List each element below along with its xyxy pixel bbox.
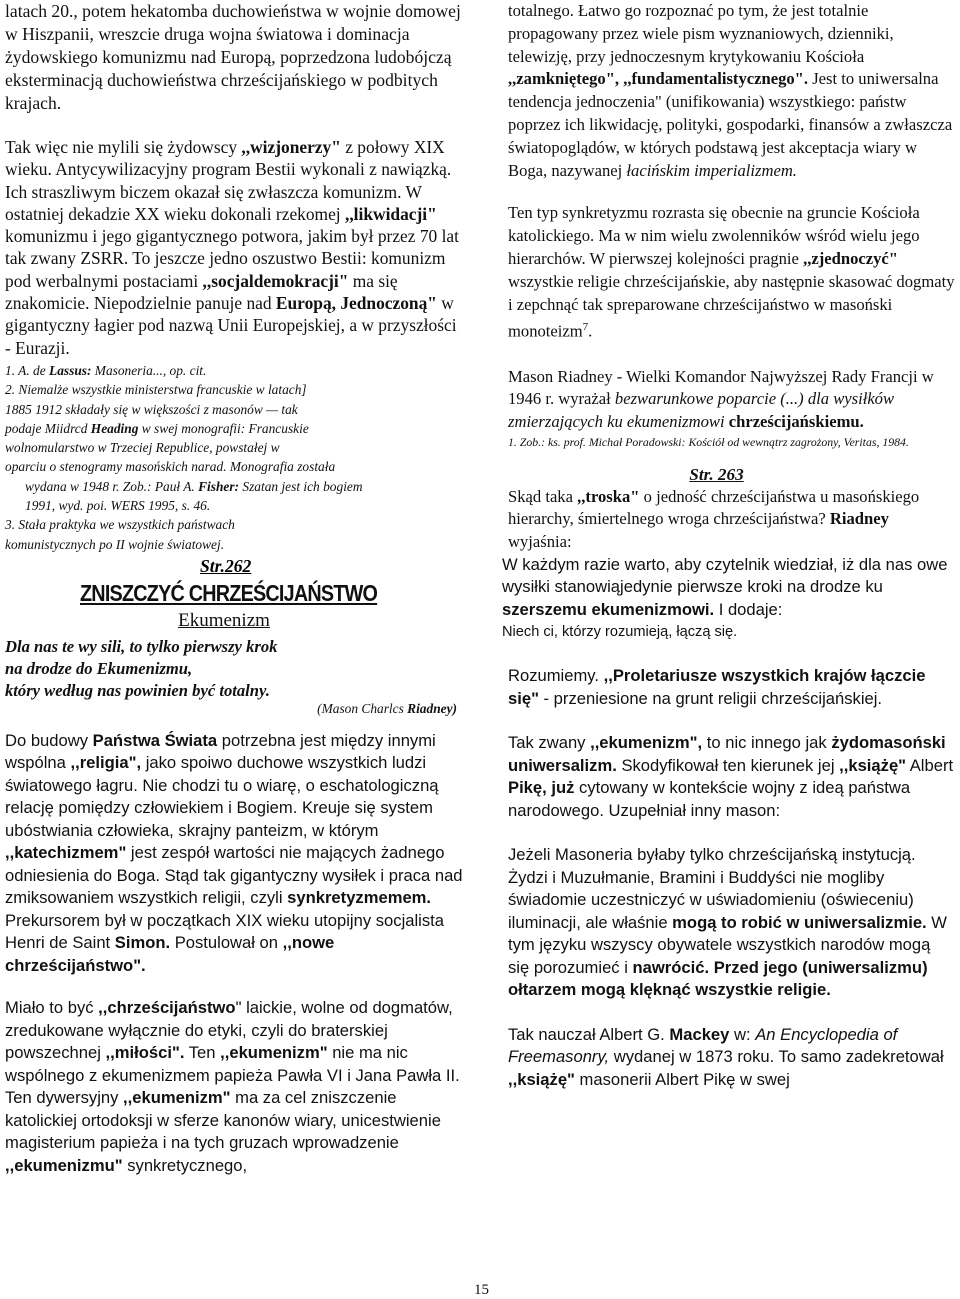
paragraph-masoneria: Jeżeli Masoneria byłaby tylko chrześcijańską instytucją. Żydzi i Muzułmanie, Bramini i Buddyści nie mogliby świadomie uczestniczyć w uświadomieniu (oświeceniu) iluminacji, ale właśnie mogą to robić w uniwersalizmie. W tym języku wszyscy obywatele wszystkich narodów mogą się porozumieć i nawrócić. Przed jego (uniwersalizmu) ołtarzem mogą klęknąć wszystkie religie. [508,845,947,1000]
quote-line: Niech ci, którzy rozumieją, łączą się. [502,624,738,641]
page-ref-262: Str.262 [200,555,252,576]
paragraph-riadney: Mason Riadney - Wielki Komandor Najwyższej Rady Francji w 1946 r. wyrażał bezwarunkowe poparcie (...) dla wysiłków zmierzających ku ekumenizmowi chrześcijańskiemu. [508,366,934,432]
paragraph-ekumenizm: Miało to być ,,chrześcijaństwo" laickie, wolne od dogmatów, zredukowane wyłącznie do etyki, czyli do braterskiej powszechnej ,,miłości". Ten ,,ekumenizm" nie ma nic wspólnego z ekumenizmem papieża Pawła VI i Jana Pawła II. Ten dywersyjny ,,ekumenizm" ma za cel zniszczenie katolickiej ortodoksji w sferze kanonów wiary, unicestwienie magisterium papieża i na tych gruzach wprowadzenie ,,ekumenizmu" synkretycznego, [5,998,460,1175]
paragraph-totalnego: totalnego. Łatwo go rozpoznać po tym, że jest totalnie propagowany przez wiele pism wyznaniowych, dzienniki, telewizję, przy jednoczesnym krytykowaniu Kościoła ,,zamkniętego", ,,fundamentalistycznego". Jest to uniwersalna tendencja jednoczenia" (unifikowania) wszystkiego: państw poprzez ich likwidację, polityki, gospodarki, finansów a zwłaszcza światopoglądów, w których podstawą jest akceptacja wiary w Boga, nazywanej łacińskim imperializmem. [508,1,953,180]
paragraph-troska: Skąd taka ,,troska" o jedność chrześcijaństwa u masońskiego hierarchy, śmiertelnego wroga chrześcijaństwa? Riadney wyjaśnia: [508,486,920,552]
right-column [502,0,955,1091]
motto-author: (Mason Charlcs Riadney) [317,700,457,716]
motto: Dla nas te wy sili, to tylko pierwszy krok na drodze do Ekumenizmu, który według nas powinien być totalny. (Mason Charlcs Riadney) [5,636,463,718]
footnote-1: 1. A. de Lassus: Masoneria..., op. cit. [5,362,207,378]
paragraph-wizjonerzy: Tak więc nie mylili się żydowscy ,,wizjonerzy" z połowy XIX wieku. Antycywilizacyjny program Bestii wykonali z nawiązką. Ich straszliwym biczem okazał się zwłaszcza komunizm. W ostatniej dekadzie XX wieku dokonali rzekomej ,,likwidacji" komunizmu i jego gigantycznego potwora, jakim był przez 70 lat tak zwany ZSRR. To jeszcze jedno oszustwo Bestii: komunizm pod werbalnymi postaciami ,,socjaldemokracji" ma się znakomicie. Niepodzielnie panuje nad Europą, Jednoczoną" w gigantyczny łagier pod nazwą Unii Europejskiej, a w przyszłości - Eurazji. [5,137,459,358]
paragraph-intro: latach 20., potem hekatomba duchowieństwa w wojnie domowej w Hiszpanii, wreszcie druga wojna światowa i dominacja żydowskiego komunizmu nad Europą, poprzedzona ludobójczą eksterminacją duchowieństwa chrześcijańskiego w podbitych krajach. [5,1,461,113]
paragraph-mackey: Tak nauczał Albert G. Mackey w: An Encyclopedia of Freemasonry, wydanej w 1873 roku. To samo zadekretował ,,książę" masonerii Albert Pikę w swej [508,1024,944,1089]
paragraph-rozumiemy: Rozumiemy. ,,Proletariusze wszystkich krajów łączcie się" - przeniesione na grunt religii chrześcijańskiej. [508,666,926,708]
chapter-subtitle: Ekumenizm [178,609,270,631]
page-ref-263: Str. 263 [689,464,744,484]
footnote-right: 1. Zob.: ks. prof. Michał Poradowski: Kościół od wewnątrz zagrożony, Veritas, 1984. [508,435,909,450]
paragraph-quote-riadney: W każdym razie warto, aby czytelnik wiedział, iż dla nas owe wysiłki stanowiąjedynie pierwsze kroki na drodze ku szerszemu ekumenizmowi. I dodaje: [502,554,948,619]
paragraph-zydomasonski: Tak zwany ,,ekumenizm", to nic innego jak żydomasoński uniwersalizm. Skodyfikował ten kierunek jej ,,książę" Albert Pikę, już cytowany w kontekście wojny z ideą państwa narodowego. Uzupełniał inny mason: [508,733,954,820]
page-number: 15 [474,1282,489,1298]
paragraph-synkretyzm: Ten typ synkretyzmu rozrasta się obecnie na gruncie Kościoła katolickiego. Ma w nim wielu zwolenników wśród wielu jego hierarchów. W pierwszej kolejności pragnie ,,zjednoczyć" wszystkie religie chrześcijańskie, aby następnie skasować dogmaty i zepchnąć tak spreparowane chrześcijaństwo w masoński monoteizm$^7$. [508,203,955,341]
paragraph-panstwo-swiata: Do budowy Państwa Świata potrzebna jest między innymi wspólna ,,religia", jako spoiwo duchowe wszystkich ludzi światowego łagru. Nie chodzi tu o wiarę, o eschatologiczną relację pomiędzy człowiekiem i Bogiem. Kreuje się system ubóstwiania człowieka, skrajny panteizm, w którym ,,katechizmem" jest zespół wartości nie mających żadnego odniesienia do Boga. Stąd tak gigantyczny wysiłek i praca nad zmiksowaniem wszystkich religii, czyli synkretyzmemem. Prekursorem był w początkach XIX wieku utopijny socjalista Henri de Saint Simon. Postulował on ,,nowe chrześcijaństwo". [5,730,463,975]
footnote-2: 2. Niemalże wszystkie ministerstwa francuskie w latach] 1885 1912 składały się w większości z masonów — tak podaje Miidrcd Heading w swej monografii: Francuskie wolnomularstwo w Trzeciej Republice, powstałej w oparciu o stenogramy masońskich narad. Monografia została wydana w 1948 r. Zob.: Pauł A. Fisher: Szatan jest ich bogiem 1991, wyd. poi. WERS 1995, s. 46. [5,382,363,514]
chapter-title: ZNISZCZYĆ CHRZEŚCIJAŃSTWO [80,579,378,606]
footnote-3: 3. Stała praktyka we wszystkich państwach komunistycznych po II wojnie światowej. [5,517,235,552]
left-column [5,0,463,1177]
